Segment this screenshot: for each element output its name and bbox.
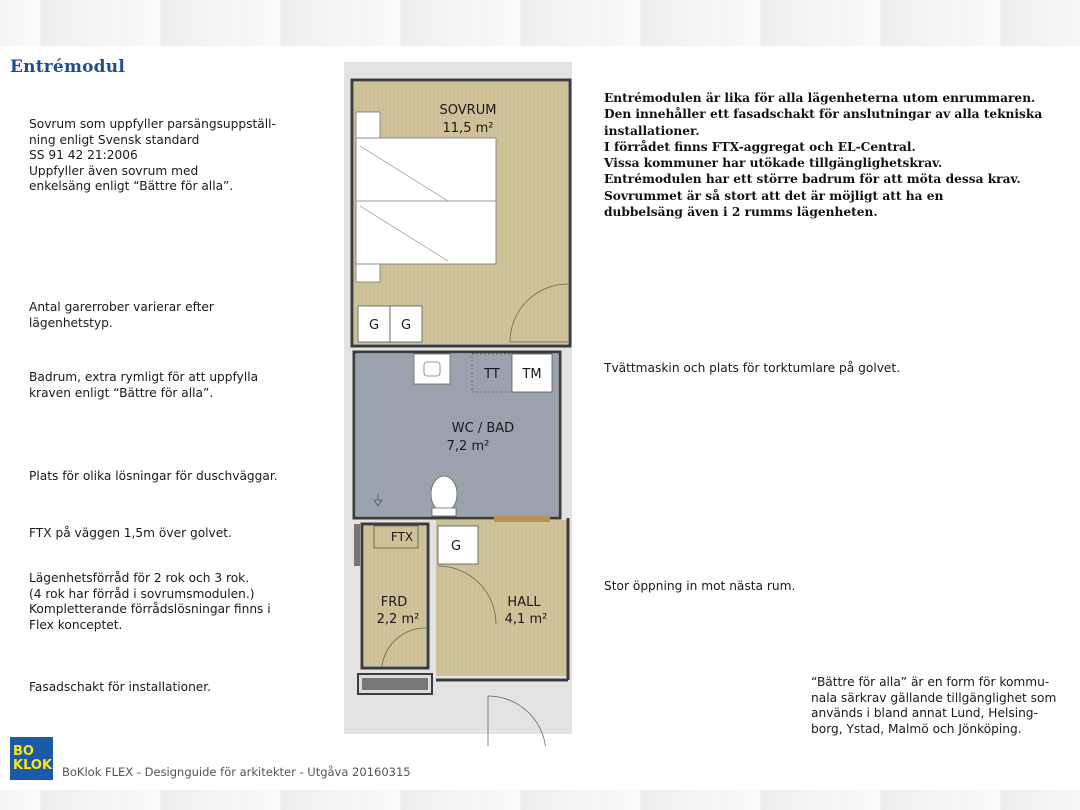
footer-text: BoKlok FLEX - Designguide för arkitekter - Utgåva 20160315 (62, 765, 411, 779)
wardrobe-hall-label: G (450, 539, 462, 554)
note-oppning: Stor öppning in mot nästa rum. (604, 579, 796, 593)
page-title: Entrémodul (10, 57, 125, 77)
room-wc-name: WC / BAD (451, 421, 515, 436)
room-wc-area: 7,2 m² (446, 439, 490, 454)
note-ftx: FTX på väggen 1,5m över golvet. (29, 526, 232, 540)
note-dusch: Plats för olika lösningar för duschväggar. (29, 469, 278, 483)
facade-shaft-fill (362, 678, 428, 690)
boklok-logo: BO KLOK (10, 737, 53, 780)
threshold (494, 516, 550, 522)
note-forrad: Lägenhetsförråd för 2 rok och 3 rok. (4 rok har förråd i sovrumsmodulen.) Kompletterande förrådslösningar finns i Flex konceptet. (29, 571, 271, 632)
wood-background-top (0, 0, 1080, 46)
washing-machine-label: TM (522, 367, 542, 382)
note-battre-for-alla: “Bättre för alla” är en form för kommu- nala särkrav gällande tillgänglighet som används i bland annat Lund, Helsing- borg, Ystad, Malmö och Jönköping. (811, 675, 1057, 736)
floor-plan (338, 56, 578, 746)
note-garderober: Antal garerrober varierar efter lägenhetstyp. (29, 300, 214, 330)
note-fasad: Fasadschakt för installationer. (29, 680, 212, 694)
room-hall-name: HALL (507, 595, 541, 610)
room-hall-area: 4,1 m² (504, 612, 548, 627)
note-badrum: Badrum, extra rymligt för att uppfylla kraven enligt “Bättre för alla”. (29, 370, 259, 400)
room-sovrum-area: 11,5 m² (442, 121, 494, 136)
room-frd-area: 2,2 m² (376, 612, 420, 627)
note-sovrum: Sovrum som uppfyller parsängsuppställ- ning enligt Svensk standard SS 91 42 21:2006 Uppfyller även sovrum med enkelsäng enligt “Bättre för alla”. (29, 117, 276, 193)
wood-background-bottom (0, 790, 1080, 810)
note-intro: Entrémodulen är lika för alla lägenheterna utom enrummaren. Den innehåller ett fasadschakt för anslutningar av alla tekniska installationer. I förrådet finns FTX-aggregat och EL-Central. Vissa kommuner har utökade tillgänglighetskrav. Entrémodulen har ett större badrum för att möta dessa krav. Sovrummet är så stort att det är möjligt att ha en dubbelsäng även i 2 rumms lägenheten. (604, 91, 1043, 220)
wardrobe-label-1: G (368, 318, 380, 333)
wardrobe-label-2: G (400, 318, 412, 333)
dryer-label: TT (484, 367, 500, 382)
room-sovrum-name: SOVRUM (439, 103, 497, 118)
sink-icon (414, 354, 450, 384)
wall-shaft (354, 524, 360, 566)
note-tvatt: Tvättmaskin och plats för torktumlare på golvet. (604, 361, 901, 375)
room-frd-name: FRD (380, 595, 408, 610)
ftx-label: FTX (390, 530, 414, 544)
toilet-icon (431, 476, 457, 512)
